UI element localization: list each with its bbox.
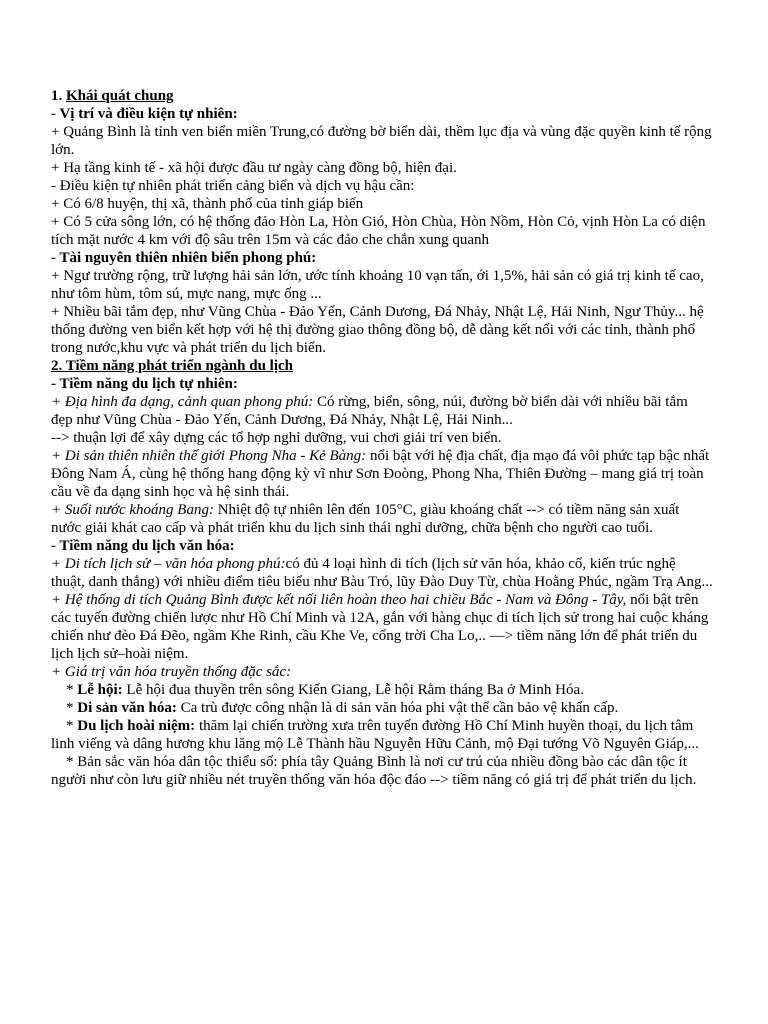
paragraph: + Có 5 cửa sông lớn, có hệ thống đảo Hòn La, Hòn Gió, Hòn Chùa, Hòn Nồm, Hòn Cỏ, vịnh Hòn La có diện tích mặt nước 4 km với độ sâu trên 15m và các đảo che chắn xung quanh <box>51 214 706 248</box>
paragraph: + Địa hình đa dạng, cảnh quan phong phú: Có rừng, biển, sông, núi, đường bờ biển dài với nhiều bãi tắm đẹp như Vũng Chùa - Đảo Yến, Cảnh Dương, Đá Nhảy, Nhật Lệ, Hải Ninh... <box>51 394 688 428</box>
subheading-marine-resources: - Tài nguyên thiên nhiên biển phong phú: <box>51 250 317 266</box>
paragraph: + Di sản thiên nhiên thế giới Phong Nha - Kẻ Bàng: nổi bật với hệ địa chất, địa mạo đá vôi phức tạp bậc nhất Đông Nam Á, cùng hệ thống hang động kỳ vĩ như Sơn Đoòng, Phong Nha, Thiên Đường – mang giá trị toàn cầu về đa dạng sinh học và hệ sinh thái. <box>51 448 710 500</box>
paragraph: + Quảng Bình là tỉnh ven biển miền Trung,có đường bờ biển dài, thềm lục địa và vùng đặc quyền kinh tế rộng lớn. <box>51 124 712 158</box>
paragraph: + Hạ tầng kinh tế - xã hội được đầu tư ngày càng đồng bộ, hiện đại. <box>51 160 457 176</box>
bullet-item: * Du lịch hoài niệm: thăm lại chiến trường xưa trên tuyến đường Hồ Chí Minh huyền thoại, du lịch tâm linh viếng và dâng hương khu lăng mộ Lễ Thành hầu Nguyễn Hữu Cảnh, mộ Đại tướng Võ Nguyên Giáp,... <box>51 718 699 752</box>
paragraph: + Ngư trường rộng, trữ lượng hải sản lớn, ước tính khoảng 10 vạn tấn, ới 1,5%, hải sản có giá trị kinh tế cao, như tôm hùm, tôm sú, mực nang, mực ống ... <box>51 268 704 302</box>
paragraph: + Có 6/8 huyện, thị xã, thành phố của tỉnh giáp biển <box>51 196 364 212</box>
bullet-item: * Di sản văn hóa: Ca trù được công nhận là di sản văn hóa phi vật thể cần bảo vệ khẩn cấp. <box>51 700 619 716</box>
section-2-title: 2. Tiềm năng phát triển ngành du lịch <box>51 358 294 374</box>
section-1-number: 1. <box>51 88 66 104</box>
subheading-natural-tourism: - Tiềm năng du lịch tự nhiên: <box>51 376 238 392</box>
section-1-title: Khái quát chung <box>66 88 174 104</box>
subheading-cultural-tourism: - Tiềm năng du lịch văn hóa: <box>51 538 235 554</box>
paragraph: + Giá trị văn hóa truyền thống đặc sắc: <box>51 664 292 680</box>
paragraph: + Di tích lịch sử – văn hóa phong phú:có đủ 4 loại hình di tích (lịch sử văn hóa, khảo cổ, kiến trúc nghệ thuật, danh thắng) với nhiều điểm tiêu biểu như Bàu Tró, lũy Đào Duy Từ, chùa Hoằng Phúc, ngầm Trạ Ang... <box>51 556 713 590</box>
document-page <box>51 87 713 789</box>
paragraph: + Hệ thống di tích Quảng Bình được kết nối liên hoàn theo hai chiều Bắc - Nam và Đông - Tây, nổi bật trên các tuyến đường chiến lược như Hồ Chí Minh và 12A, gắn với hàng chục di tích lịch sử trong hai cuộc kháng chiến như đèo Đá Đẽo, ngầm Khe Rinh, cầu Khe Ve, cổng trời Cha Lo,.. —> tiềm năng lớn để phát triển du lịch lịch sử–hoài niệm. <box>51 592 709 662</box>
paragraph: --> thuận lợi để xây dựng các tổ hợp nghỉ dưỡng, vui chơi giải trí ven biển. <box>51 430 502 446</box>
paragraph: - Điều kiện tự nhiên phát triển cảng biển và dịch vụ hậu cần: <box>51 178 415 194</box>
subheading-location: - Vị trí và điều kiện tự nhiên: <box>51 106 238 122</box>
bullet-item: * Lễ hội: Lễ hội đua thuyền trên sông Kiến Giang, Lễ hội Rằm tháng Ba ở Minh Hóa. <box>51 682 584 698</box>
bullet-item: * Bản sắc văn hóa dân tộc thiểu số: phía tây Quảng Bình là nơi cư trú của nhiều đồng bào các dân tộc ít người như còn lưu giữ nhiều nét truyền thống văn hóa độc đáo --> tiềm năng có giá trị để phát triển du lịch. <box>51 754 697 788</box>
paragraph: + Suối nước khoáng Bang: Nhiệt độ tự nhiên lên đến 105°C, giàu khoáng chất --> có tiềm năng sản xuất nước giải khát cao cấp và phát triển khu du lịch sinh thái nghỉ dưỡng, chữa bệnh cho người cao tuổi. <box>51 502 680 536</box>
paragraph: + Nhiều bãi tắm đẹp, như Vũng Chùa - Đảo Yến, Cảnh Dương, Đá Nhảy, Nhật Lệ, Hải Ninh, Ngư Thủy... hệ thống đường ven biển kết hợp với hệ thị đường giao thông đồng bộ, dễ dàng kết nối với các tỉnh, thành phố trong nước,khu vực và phát triển du lịch biển. <box>51 304 704 356</box>
section-1-heading <box>51 87 713 105</box>
